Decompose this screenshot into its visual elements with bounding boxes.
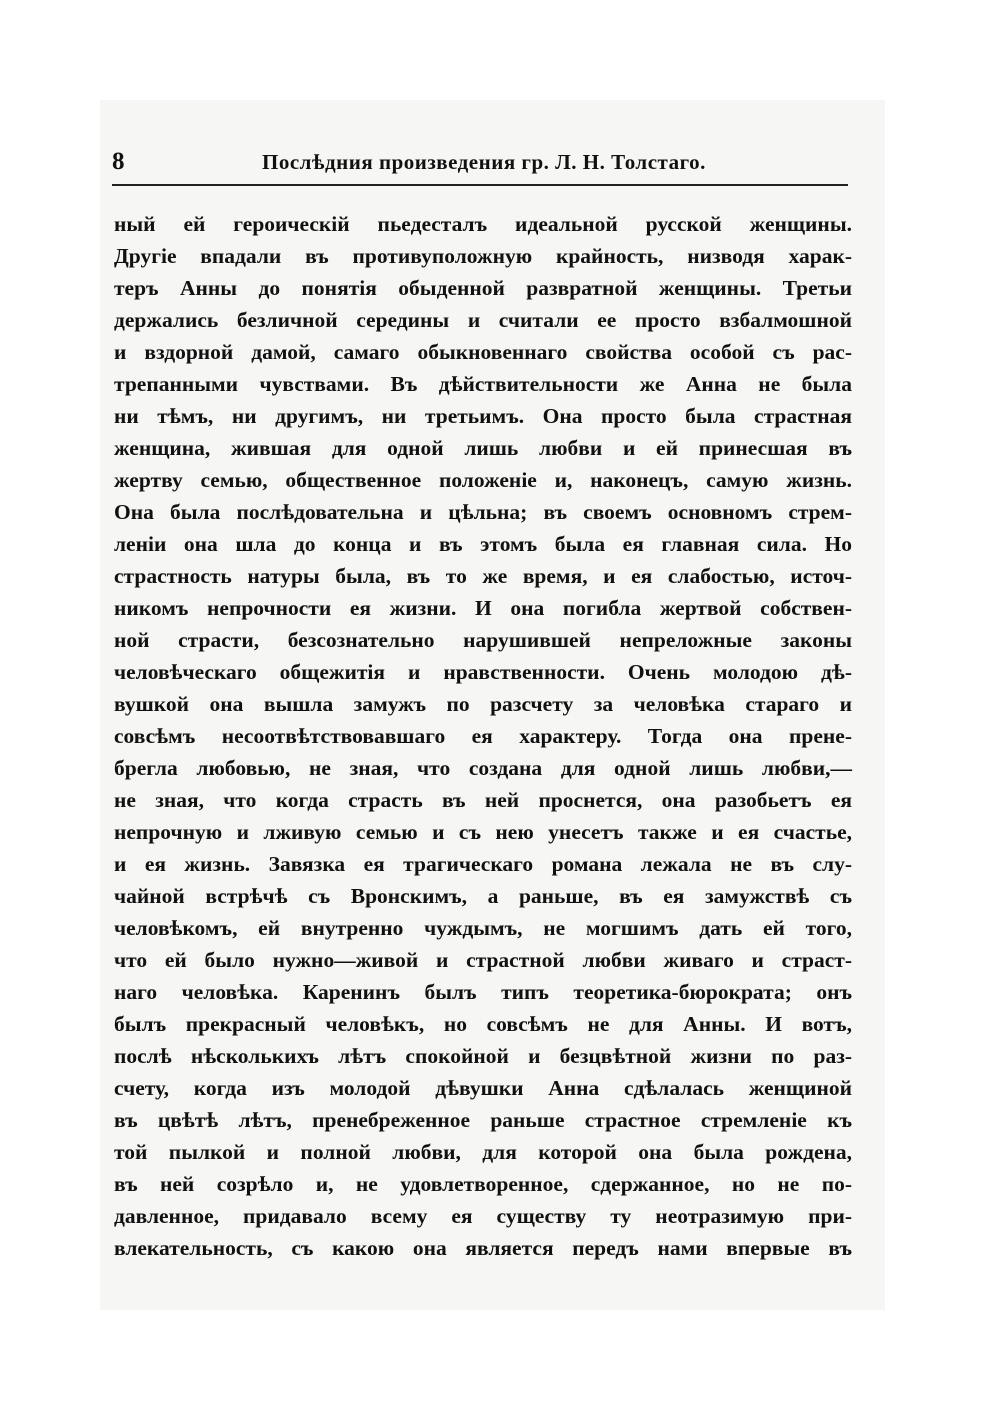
text-line: былъ прекрасный человѣкъ, но совсѣмъ не для Анны. И вотъ, [114,1012,852,1036]
text-line: давленное, придавало всему ея существу ту неотразимую при- [114,1204,852,1228]
text-line: въ цвѣтѣ лѣтъ, пренебреженное раньше страстное стремленіе къ [114,1108,852,1132]
text-line: жертву семью, общественное положеніе и, наконецъ, самую жизнь. [114,468,852,492]
text-line: наго человѣка. Каренинъ былъ типъ теоретика-бюрократа; онъ [114,980,852,1004]
text-line: непрочную и лживую семью и съ нею унесетъ также и ея счастье, [114,820,852,844]
text-line: что ей было нужно—живой и страстной любви живаго и страст- [114,948,852,972]
text-line: трепанными чувствами. Въ дѣйствительности же Анна не была [114,372,852,396]
text-line: и вздорной дамой, самаго обыкновеннаго свойства особой съ рас- [114,340,852,364]
text-line: въ ней созрѣло и, не удовлетворенное, сдержанное, но не по- [114,1172,852,1196]
text-line: ный ей героическій пьедесталъ идеальной русской женщины. [114,212,852,236]
text-line: той пылкой и полной любви, для которой она была рождена, [114,1140,852,1164]
page-number: 8 [112,148,125,175]
text-line: послѣ нѣсколькихъ лѣтъ спокойной и безцвѣтной жизни по раз- [114,1044,852,1068]
text-line: брегла любовью, не зная, что создана для одной лишь любви,— [114,756,852,780]
body-text [114,208,852,1264]
running-title: Послѣдния произведения гр. Л. Н. Толстаго. [262,150,706,174]
text-line: ни тѣмъ, ни другимъ, ни третьимъ. Она просто была страстная [114,404,852,428]
text-line: счету, когда изъ молодой дѣвушки Анна сдѣлалась женщиной [114,1076,852,1100]
text-line: человѣческаго общежитія и нравственности. Очень молодою дѣ- [114,660,852,684]
text-line: и ея жизнь. Завязка ея трагическаго романа лежала не въ слу- [114,852,852,876]
text-line: теръ Анны до понятія обыденной развратной женщины. Третьи [114,276,852,300]
text-line: влекательность, съ какою она является передъ нами впервые въ [114,1236,852,1260]
text-line: человѣкомъ, ей внутренно чуждымъ, не могшимъ дать ей того, [114,916,852,940]
text-line: ной страсти, безсознательно нарушившей непреложные законы [114,628,852,652]
text-line: совсѣмъ несоотвѣтствовавшаго ея характеру. Тогда она прене- [114,724,852,748]
text-line: Она была послѣдовательна и цѣльна; въ своемъ основномъ стрем- [114,500,852,524]
text-line: не зная, что когда страсть въ ней проснется, она разобьетъ ея [114,788,852,812]
page-header [112,148,848,180]
text-line: вушкой она вышла замужъ по разсчету за человѣка стараго и [114,692,852,716]
text-line: леніи она шла до конца и въ этомъ была ея главная сила. Но [114,532,852,556]
text-line: Другіе впадали въ противуположную крайность, низводя харак- [114,244,852,268]
text-line: чайной встрѣчѣ съ Вронскимъ, а раньше, въ ея замужствѣ съ [114,884,852,908]
text-line: никомъ непрочности ея жизни. И она погибла жертвой собствен- [114,596,852,620]
text-line: женщина, жившая для одной лишь любви и ей принесшая въ [114,436,852,460]
header-rule [112,184,848,186]
text-line: страстность натуры была, въ то же время, и ея слабостью, источ- [114,564,852,588]
text-line: держались безличной середины и считали ее просто взбалмошной [114,308,852,332]
